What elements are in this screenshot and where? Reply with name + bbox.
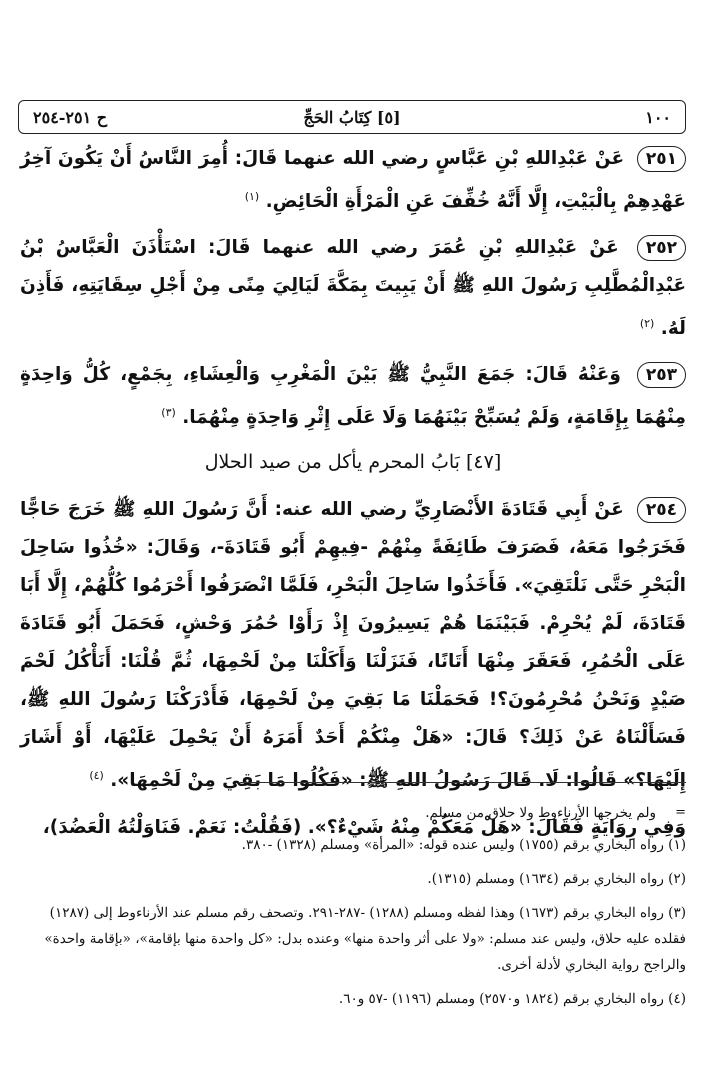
footnote-ref: (٤): [89, 769, 104, 783]
hadith-number: ٢٥٤: [637, 497, 686, 523]
book-title: [٥] كِتَابُ الحَجِّ: [303, 107, 401, 127]
hadith-text: وَعَنْهُ قَالَ: جَمَعَ النَّبِيُّ ﷺ بَيْنَ الْمَغْرِبِ وَالْعِشَاءِ، بِجَمْعٍ، كُلُّ وَاحِدَةٍ مِنْهُمَا بِإِقَامَةٍ، وَلَمْ يُسَبِّحْ بَيْنَهُمَا وَلَا عَلَى إِثْرِ وَاحِدَةٍ مِنْهُمَا.: [20, 364, 686, 429]
continuation-text: ولم يخرجها الأرناءوط ولا حلاق من مسلم.: [425, 805, 656, 821]
hadith-text: عَنْ عَبْدِاللهِ بْنِ عُمَرَ رضي الله عنهما قَالَ: اسْتَأْذَنَ الْعَبَّاسُ بْنُ عَبْدِالْمُطَّلِبِ رَسُولَ اللهِ ﷺ أَنْ يَبِيتَ بِمَكَّةَ لَيَالِيَ مِنًى مِنْ أَجْلِ سِقَايَتِهِ، فَأَذِنَ لَهُ.: [20, 237, 686, 340]
hadith-number: ٢٥١: [637, 146, 686, 172]
hadith-range: ح ٢٥١-٢٥٤: [33, 107, 108, 127]
page-header: [18, 100, 686, 134]
footnote-ref: (١): [244, 190, 260, 203]
hadith-number: ٢٥٢: [637, 235, 686, 261]
hadith-text: عَنْ عَبْدِاللهِ بْنِ عَبَّاسٍ رضي الله عنهما قَالَ: أُمِرَ النَّاسُ أَنْ يَكُونَ آخِرُ عَهْدِهِمْ بِالْبَيْتِ، إِلَّا أَنَّهُ خُفِّفَ عَنِ الْمَرْأَةِ الْحَائِضِ.: [20, 148, 686, 213]
variant-narration: وَفِي رِوَايَةٍ فَقَالَ: «هَلْ مَعَكُمْ مِنْهُ شَيْءٌ؟». (فَقُلْتُ: نَعَمْ. فَنَاوَلْتُهُ الْعَضُدَ)،: [42, 816, 686, 838]
footnote-4: (٤) رواه البخاري برقم (١٨٢٤ و٢٥٧٠) ومسلم (١١٩٦) -٥٧ و٦٠.: [338, 991, 686, 1007]
page-body: [20, 140, 686, 847]
footnote-divider: [240, 782, 686, 783]
footnote-ref: (٢): [639, 317, 655, 331]
hadith-252: [20, 229, 686, 348]
hadith-254: [20, 491, 686, 800]
hadith-number: ٢٥٣: [637, 362, 686, 388]
footnote-1: (١) رواه البخاري برقم (١٧٥٥) وليس عنده قوله: «المرأة» ومسلم (١٣٢٨) -٣٨٠.: [241, 837, 686, 853]
footnotes: [20, 800, 686, 1020]
hadith-251: [20, 140, 686, 221]
footnote-ref: (٣): [161, 406, 176, 420]
footnote-2: (٢) رواه البخاري برقم (١٦٣٤) ومسلم (١٣١٥).: [427, 871, 686, 887]
hadith-text: عَنْ أَبِي قَتَادَةَ الأَنْصَارِيِّ رضي الله عنه: أَنَّ رَسُولَ اللهِ ﷺ خَرَجَ حَاجًّا فَخَرَجُوا مَعَهُ، فَصَرَفَ طَائِفَةً مِنْهُمْ -فِيهِمْ أَبُو قَتَادَةَ-، وَقَالَ: «خُذُوا سَاحِلَ الْبَحْرِ حَتَّى نَلْتَقِيَ». فَأَخَذُوا سَاحِلَ الْبَحْرِ، فَلَمَّا انْصَرَفُوا أَحْرَمُوا كُلُّهُمْ، إِلَّا أَبَا قَتَادَةَ، لَمْ يُحْرِمْ. فَبَيْنَمَا هُمْ يَسِيرُونَ إِذْ رَأَوْا حُمُرَ وَحْشٍ، فَحَمَلَ أَبُو قَتَادَةَ عَلَى الْحُمُرِ، فَعَقَرَ مِنْهَا أَتَانًا، فَنَزَلْنَا وَأَكَلْنَا مِنْ لَحْمِهَا، ثُمَّ قُلْنَا: أَنَأْكُلُ لَحْمَ صَيْدٍ وَنَحْنُ مُحْرِمُونَ؟! فَحَمَلْنَا مَا بَقِيَ مِنْ لَحْمِهَا، فَأَدْرَكْنَا رَسُولَ اللهِ ﷺ، فَسَأَلْنَاهُ عَنْ ذَلِكَ؟ قَالَ: «هَلْ مِنْكُمْ أَحَدٌ أَمَرَهُ أَنْ يَحْمِلَ عَلَيْهَا، أَوْ أَشَارَ إِلَيْهَا؟» قَالُوا: لَا. قَالَ رَسُولُ اللهِ ﷺ: «فَكُلُوا مَا بَقِيَ مِنْ لَحْمِهَا».: [20, 499, 686, 792]
footnote-3: (٣) رواه البخاري برقم (١٦٧٣) وهذا لفظه ومسلم (١٢٨٨) -٢٨٧-٢٩١. وتصحف رقم مسلم عند الأرناءوط إلى (١٢٨٧) فقلده عليه حلاق، وليس عند مسلم: «ولا على أثر واحدة منها» وعنده بدل: «كل واحدة منها بإقامة»، «بإقامة واحدة» والراجح رواية البخاري لأدلة أخرى.: [44, 905, 686, 973]
hadith-253: [20, 356, 686, 437]
chapter-title: [٤٧] بَابُ المحرم يأكل من صيد الحلال: [204, 451, 502, 474]
footnote-continuation: [20, 800, 686, 826]
continuation-mark: =: [675, 805, 686, 820]
page-number: ١٠٠: [645, 107, 671, 127]
